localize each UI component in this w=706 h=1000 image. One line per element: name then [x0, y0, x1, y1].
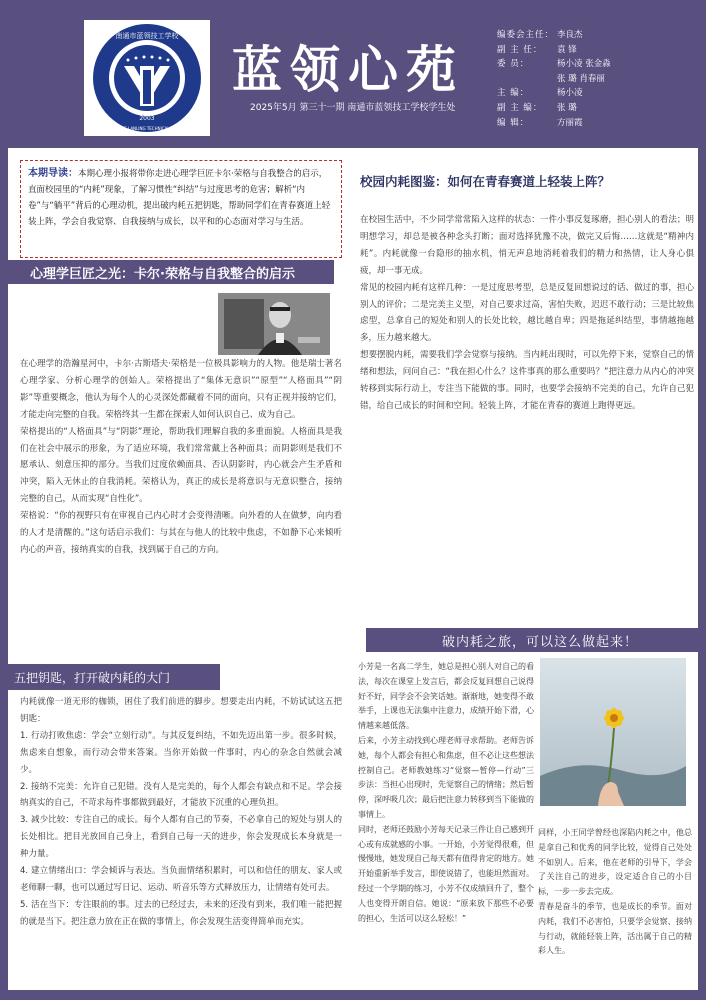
jung-portrait: [218, 293, 330, 355]
staff-names: 张 璐 肖春丽: [557, 73, 605, 84]
paragraph: 小芳是一名高二学生，她总是担心别人对自己的看法，每次在课堂上发言后，都会反复回想自己说得好不好，同学会不会笑话她。渐渐地，她变得不敢举手，上课也无法集中注意力，成绩开始下滑，心情越来越低落。: [358, 662, 534, 731]
issue-line: 2025年5月 第三十一期 南通市蓝领技工学校学生处: [250, 103, 456, 113]
intro-label: 本期导读：: [28, 168, 78, 179]
staff-row: [497, 28, 697, 43]
school-logo: [84, 20, 210, 136]
section-title-journey: 破内耗之旅，可以这么做起来！: [366, 628, 698, 652]
paragraph: 在校园生活中，不少同学常常陷入这样的状态：一件小事反复琢磨，担心别人的看法；明明想学习，却总是被各种念头打断；面对选择犹豫不决，做完又后悔……这就是“精神内耗”。内耗就像一台隐形的抽水机，悄无声息地消耗着我们的精力和热情，让人身心俱疲，却一事无成。: [360, 215, 694, 276]
intro-text: 本期心理小报将带你走进心理学巨匠卡尔·荣格与自我整合的启示，直面校园里的“内耗”现象，了解习惯性“纠结”与过度思考的危害；解析“内卷”与“躺平”背后的心理动机，提出破内耗五把钥匙，帮助同学们在青春赛道上轻装上阵，学会自我觉察、自我接纳与成长，以平和的心态面对学习与生活。: [28, 169, 331, 227]
paragraph: 5. 活在当下：专注眼前的事。过去的已经过去，未来的还没有到来，我们唯一能把握的就是当下。把注意力放在正在做的事情上，你会发现生活变得简单而充实。: [20, 899, 342, 927]
paragraph: 1. 行动打败焦虑：学会“立刻行动”。与其反复纠结，不如先迈出第一步。很多时候，焦虑来自想象，而行动会带来答案。当你开始做一件事时，内心的杂念自然就会减少。: [20, 730, 342, 775]
logo-english-name: NANTONG LANLING TECHNICAL SCHOOL: [106, 126, 188, 131]
staff-row: [497, 116, 697, 131]
paragraph: 同时，老师还鼓励小芳每天记录三件让自己感到开心或有成就感的小事。一开始，小芳觉得很难，但慢慢地，她发现自己每天都有值得肯定的地方。她开始重新举手发言，即使说错了，也能坦然面对。: [358, 824, 534, 879]
logo-school-name: 南通市蓝领技工学校: [115, 32, 179, 40]
staff-row: [497, 86, 697, 101]
staff-names: 张 璐: [557, 102, 577, 113]
journey-article-left: [358, 660, 534, 990]
staff-names: 杨小凌: [557, 88, 583, 99]
staff-names: 袁 锋: [557, 44, 577, 55]
staff-row: [497, 72, 697, 87]
paragraph: 想要摆脱内耗，需要我们学会觉察与接纳。当内耗出现时，可以先停下来，觉察自己的情绪和想法，问问自己：“我在担心什么？这件事真的那么重要吗？”把注意力从内心的冲突转移到实际行动上，专注当下能做的事。同时，也要学会接纳不完美的自己，允许自己犯错，给自己成长的时间和空间。轻装上阵，才能在青春的赛道上跑得更远。: [360, 350, 694, 411]
paragraph: 在心理学的浩瀚星河中，卡尔·古斯塔夫·荣格是一位极具影响力的人物。他是瑞士著名心理学家、分析心理学的创始人。荣格提出了“集体无意识”“原型”“人格面具”“阴影”等重要概念，他认为每个人的心灵深处都藏着不同的面向，只有正视并接纳它们，才能走向完整的自我。荣格终其一生都在探索人如何认识自己、成为自己。: [20, 359, 342, 420]
staff-names: 李良杰: [557, 30, 583, 40]
flower-photo: [540, 658, 686, 806]
content-page: [8, 148, 698, 990]
staff-names: 杨小凌 张金淼: [557, 59, 611, 70]
section-title-five-keys: 五把钥匙，打开破内耗的大门: [8, 664, 220, 690]
staff-role: 主 编：: [497, 88, 530, 99]
five-keys-article: [20, 694, 342, 986]
paragraph: 常见的校园内耗有这样几种：一是过度思考型，总是反复回想说过的话、做过的事，担心别人的评价；二是完美主义型，对自己要求过高，害怕失败，迟迟不敢行动；三是比较焦虑型，总拿自己的短处和别人的长处比较，越比越自卑；四是拖延纠结型，事情越拖越多，压力越来越大。: [360, 282, 694, 344]
staff-names: 方丽霞: [557, 117, 583, 128]
section-title-campus-inner-friction: 校园内耗图鉴：如何在青春赛道上轻装上阵？: [360, 174, 611, 189]
logo-year: 2003: [139, 115, 155, 122]
paragraph: 荣格提出的“人格面具”与“阴影”理论，帮助我们理解自我的多重面貌。人格面具是我们在社会中展示的形象，为了适应环境，我们常常戴上各种面具；而阴影则是我们不愿承认、刻意压抑的部分。当我们过度依赖面具、否认阴影时，内心就会产生矛盾和冲突，陷入无休止的自我消耗。荣格认为，真正的成长是将意识与无意识整合，接纳完整的自己，从而实现“自性化”。: [20, 426, 342, 505]
staff-row: [497, 101, 697, 116]
staff-role: 副 主 任：: [497, 44, 543, 55]
jung-article: [20, 356, 342, 656]
staff-role: 委 员：: [497, 59, 530, 70]
staff-row: [497, 57, 697, 72]
campus-article: [360, 212, 694, 538]
paragraph: 青春是奋斗的季节，也是成长的季节。面对内耗，我们不必害怕，只要学会觉察、接纳与行动，就能轻装上阵，活出属于自己的精彩人生。: [538, 901, 692, 956]
paragraph: 2. 接纳不完美：允许自己犯错。没有人是完美的，每个人都会有缺点和不足。学会接纳真实的自己，不苛求每件事都做到最好，才能放下沉重的心理负担。: [20, 781, 342, 809]
staff-role: 编 辑：: [497, 117, 530, 128]
editorial-staff: [497, 28, 697, 130]
staff-row: [497, 43, 697, 58]
paragraph: 同样，小王同学曾经也深陷内耗之中，他总是拿自己和优秀的同学比较，觉得自己处处不如别人。后来，他在老师的引导下，学会了关注自己的进步，设定适合自己的小目标，一步一步去完成。: [538, 828, 692, 897]
paragraph: 经过一个学期的练习，小芳不仅成绩回升了，整个人也变得开朗自信。她说：“原来放下那些不必要的担心，生活可以这么轻松！”: [358, 883, 534, 923]
masthead-title: 蓝领心苑: [232, 40, 464, 99]
paragraph: 4. 建立情绪出口：学会倾诉与表达。当负面情绪积累时，可以和信任的朋友、家人或老师聊一聊，也可以通过写日记、运动、听音乐等方式释放压力，让情绪有处可去。: [20, 866, 342, 893]
intro-box: [20, 160, 342, 258]
staff-role: 副 主 编：: [497, 102, 543, 113]
staff-role: [497, 72, 557, 87]
paragraph: 荣格说：“你的视野只有在审视自己内心时才会变得清晰。向外看的人在做梦，向内看的人才是清醒的。”这句话启示我们：与其在与他人的比较中焦虑，不如静下心来倾听内心的声音，接纳真实的自我，找到属于自己的方向。: [20, 511, 342, 555]
paragraph: 后来，小芳主动找到心理老师寻求帮助。老师告诉她，每个人都会有担心和焦虑，但不必让这些想法控制自己。老师教她练习“觉察—暂停—行动”三步法：当担心出现时，先觉察自己的情绪；然后暂停，深呼吸几次；最后把注意力转移到当下能做的事情上。: [358, 735, 534, 819]
section-title-jung: 心理学巨匠之光：卡尔·荣格与自我整合的启示: [8, 260, 334, 284]
staff-role: 编委会主任：: [497, 30, 555, 40]
paragraph: 3. 减少比较：专注自己的成长。每个人都有自己的节奏，不必拿自己的短处与别人的长处相比。把目光放回自己身上，看到自己每一天的进步，你会发现成长本身就是一种力量。: [20, 815, 342, 860]
journey-article-right: [538, 826, 692, 986]
paragraph: 内耗就像一道无形的枷锁，困住了我们前进的脚步。想要走出内耗，不妨试试这五把钥匙：: [20, 697, 342, 724]
